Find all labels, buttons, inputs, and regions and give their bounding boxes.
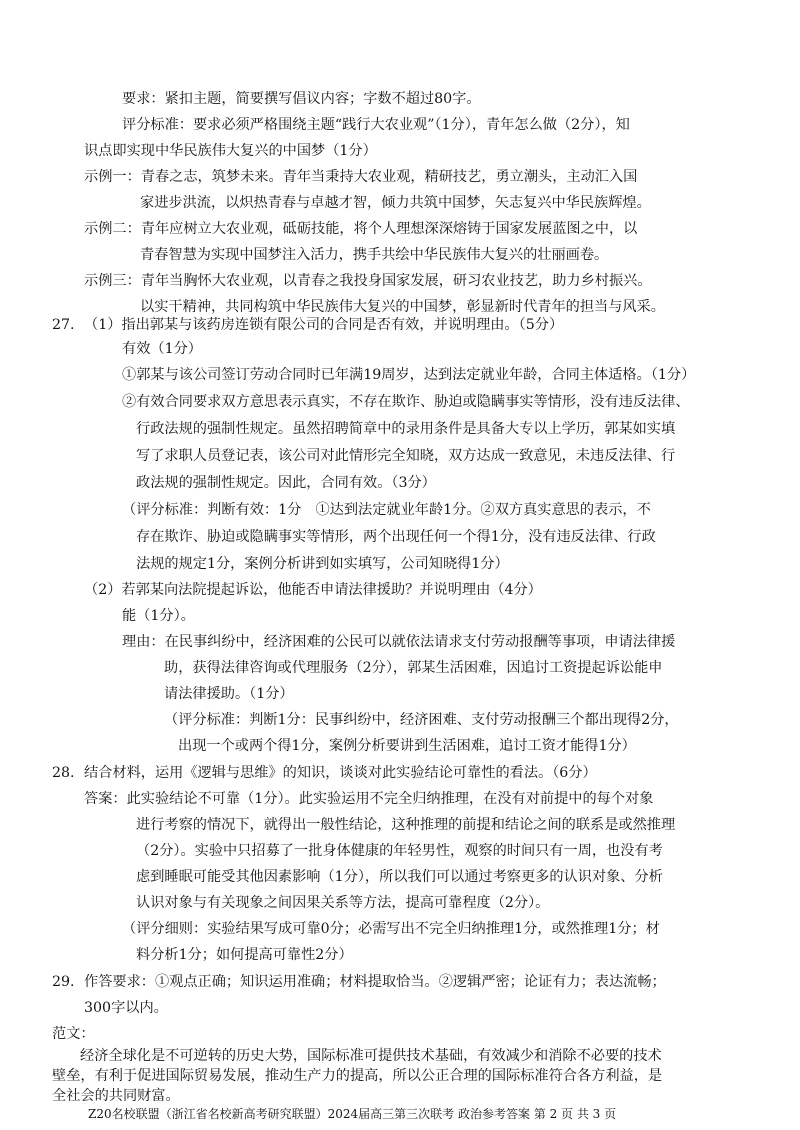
- answer-requirement: 300字以内。: [84, 1000, 168, 1016]
- answer-line: 有效（1分）: [122, 341, 202, 357]
- reason-line: 请法律援助。（1分）: [164, 686, 294, 702]
- reason-line: 理由：在民事纠纷中，经济困难的公民可以就依法请求支付劳动报酬等事项，申请法律援: [122, 634, 676, 650]
- essay-line: 壁垒，有利于促进国际贸易发展，推动生产力的提高，所以公正合理的国际标准符合各方利益，是: [52, 1068, 663, 1084]
- scoring-note: 出现一个或两个得1分，案例分析要讲到生活困难，追讨工资才能得1分）: [178, 738, 636, 754]
- example-three-line: 以实干精神，共同构筑中华民族伟大复兴的中国梦，彰显新时代青年的担当与风采。: [140, 299, 665, 315]
- scoring-criteria-line: 识点即实现中华民族伟大复兴的中国梦（1分）: [84, 143, 377, 159]
- model-essay-label: 范文：: [52, 1026, 95, 1042]
- question-number: 29.: [52, 974, 75, 990]
- scoring-note: 法规的规定1分，案例分析讲到如实填写，公司知晓得1分）: [136, 556, 509, 572]
- question-number: 28.: [52, 765, 75, 781]
- answer-line: 进行考察的情况下，就得出一般性结论，这种推理的前提和结论之间的联系是或然推理: [136, 817, 676, 833]
- essay-line: 经济全球化是不可逆转的历史大势，国际标准可提供技术基础，有效减少和消除不必要的技术: [80, 1048, 662, 1064]
- scoring-criteria-line: 评分标准：要求必须严格围绕主题“践行大农业观”（1分），青年怎么做（2分），知: [122, 117, 630, 133]
- answer-line: 答案：此实验结论不可靠（1分）。此实验运用不完全归纳推理，在没有对前提中的每个对象: [84, 791, 654, 807]
- reason-line: ②有效合同要求双方意思表示真实，不存在欺诈、胁迫或隐瞒事实等情形，没有违反法律、: [122, 394, 690, 410]
- scoring-note: 存在欺诈、胁迫或隐瞒事实等情形，两个出现任何一个得1分，没有违反法律、行政: [136, 529, 656, 545]
- scoring-note: （评分细则：实验结果写成可靠0分；必需写出不完全归纳推理1分，或然推理1分；材: [122, 921, 660, 937]
- question-27-part-1: （1）指出郭某与该药房连锁有限公司的合同是否有效，并说明理由。（5分）: [84, 317, 564, 333]
- answer-line: 认识对象与有关现象之间因果关系等方法，提高可靠程度（2分）。: [136, 895, 550, 911]
- scoring-note: （评分标准：判断1分：民事纠纷中，经济困难、支付劳动报酬三个都出现得2分，: [164, 712, 679, 728]
- example-one-line: 示例一：青春之志，筑梦未来。青年当秉持大农业观，精研技艺，勇立潮头，主动汇入国: [84, 169, 638, 185]
- answer-line: 能（1分）。: [122, 608, 195, 624]
- scoring-note: （评分标准：判断有效：1分 ①达到法定就业年龄1分。②双方真实意思的表示，不: [122, 502, 651, 518]
- example-two-line: 青春智慧为实现中国梦注入活力，携手共绘中华民族伟大复兴的壮丽画卷。: [140, 247, 609, 263]
- answer-line: （2分）。实验中只招募了一批身体健康的年轻男性，观察的时间只有一周，也没有考: [136, 843, 663, 859]
- essay-line: 全社会的共同财富。: [52, 1088, 180, 1104]
- reason-line: 助，获得法律咨询或代理服务（2分），郭某生活困难，因追讨工资提起诉讼能申: [164, 660, 663, 676]
- answer-requirement: 作答要求：①观点正确；知识运用准确；材料提取恰当。②逻辑严密；论证有力；表达流畅；: [84, 974, 666, 990]
- question-27-part-2: （2）若郭某向法院提起诉讼，他能否申请法律援助？并说明理由（4分）: [84, 582, 542, 598]
- reason-line: 写了求职人员登记表，该公司对此情形完全知晓，双方达成一致意见，未违反法律、行: [136, 448, 676, 464]
- page-footer: Z20名校联盟（浙江省名校新高考研究联盟）2024届高三第三次联考 政治参考答案 第 2 页 共 3 页: [88, 1107, 617, 1121]
- reason-line: 政法规的强制性规定。因此，合同有效。（3分）: [136, 475, 436, 491]
- answer-line: 虑到睡眠可能受其他因素影响（1分），所以我们可以通过考察更多的认识对象、分析: [136, 869, 663, 885]
- example-one-line: 家进步洪流，以炽热青春与卓越才智，倾力共筑中国梦，矢志复兴中华民族辉煌。: [140, 195, 651, 211]
- reason-line: 行政法规的强制性规定。虽然招聘简章中的录用条件是具备大专以上学历，郭某如实填: [136, 421, 676, 437]
- reason-line: ①郭某与该公司签订劳动合同时已年满19周岁，达到法定就业年龄，合同主体适格。（1分）: [122, 367, 696, 383]
- requirement-line: 要求：紧扣主题，简要撰写倡议内容；字数不超过80字。: [122, 91, 481, 107]
- scoring-note: 料分析1分；如何提高可靠性2分）: [136, 947, 353, 963]
- question-28-prompt: 结合材料，运用《逻辑与思维》的知识，谈谈对此实验结论可靠性的看法。（6分）: [84, 765, 597, 781]
- example-three-line: 示例三：青年当胸怀大农业观，以青春之我投身国家发展，研习农业技艺，助力乡村振兴。: [84, 273, 652, 289]
- question-number: 27.: [52, 317, 75, 333]
- example-two-line: 示例二：青年应树立大农业观，砥砺技能，将个人理想深深熔铸于国家发展蓝图之中，以: [84, 221, 638, 237]
